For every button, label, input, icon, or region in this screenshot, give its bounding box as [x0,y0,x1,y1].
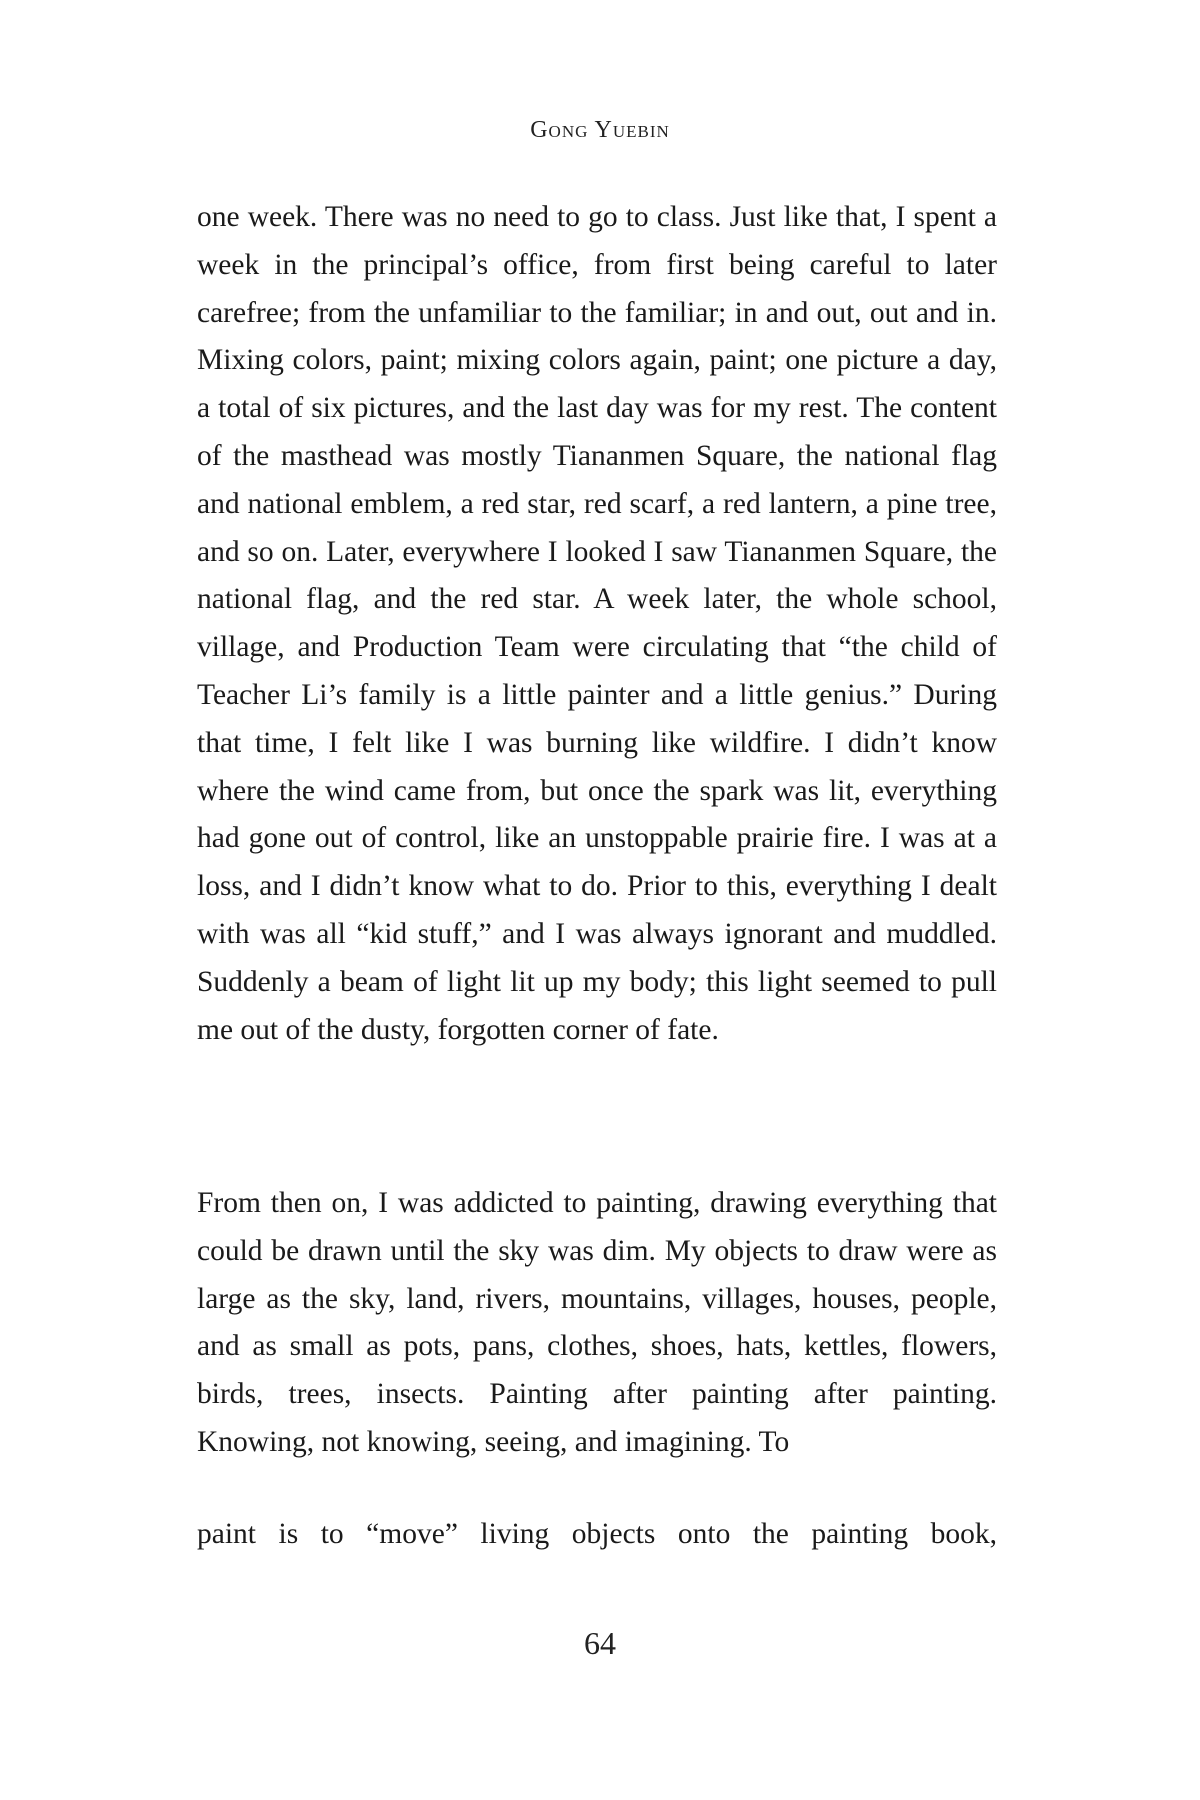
page-number: 64 [584,1625,616,1661]
running-head-author: Gong Yuebin [530,117,670,143]
body-paragraph-2: From then on, I was addicted to painting, drawing everything that could be drawn until the sky was dim. My objects to draw were as large as the sky, land, rivers, mountains, villages, houses, people, and as small as pots, pans, clothes, shoes, hats, kettles, flowers, birds, trees, insects. Painting after painting after painting. Knowing, not knowing, seeing, and imagining. To [197,1187,997,1458]
body-paragraph-1: one week. There was no need to go to class. Just like that, I spent a week in the principal’s office, from first being careful to later carefree; from the unfamiliar to the familiar; in and out, out and in. Mixing colors, paint; mixing colors again, paint; one picture a day, a total of six pictures, and the last day was for my rest. The content of the masthead was mostly Tiananmen Square, the national flag and national emblem, a red star, red scarf, a red lantern, a pine tree, and so on. Later, everywhere I looked I saw Tiananmen Square, the national flag, and the red star. A week later, the whole school, village, and Production Team were circulating that “the child of Teacher Li’s family is a little painter and a little genius.” During that time, I felt like I was burning like wildfire. I didn’t know where the wind came from, but once the spark was lit, everything had gone out of control, like an unstoppable prairie fire. I was at a loss, and I didn’t know what to do. Prior to this, everything I dealt with was all “kid stuff,” and I was always ignorant and muddled. Suddenly a beam of light lit up my body; this light seemed to pull me out of the dusty, forgotten corner of fate. [197,201,997,1046]
body-paragraph-3: paint is to “move” living objects onto the painting book, [197,1518,997,1550]
